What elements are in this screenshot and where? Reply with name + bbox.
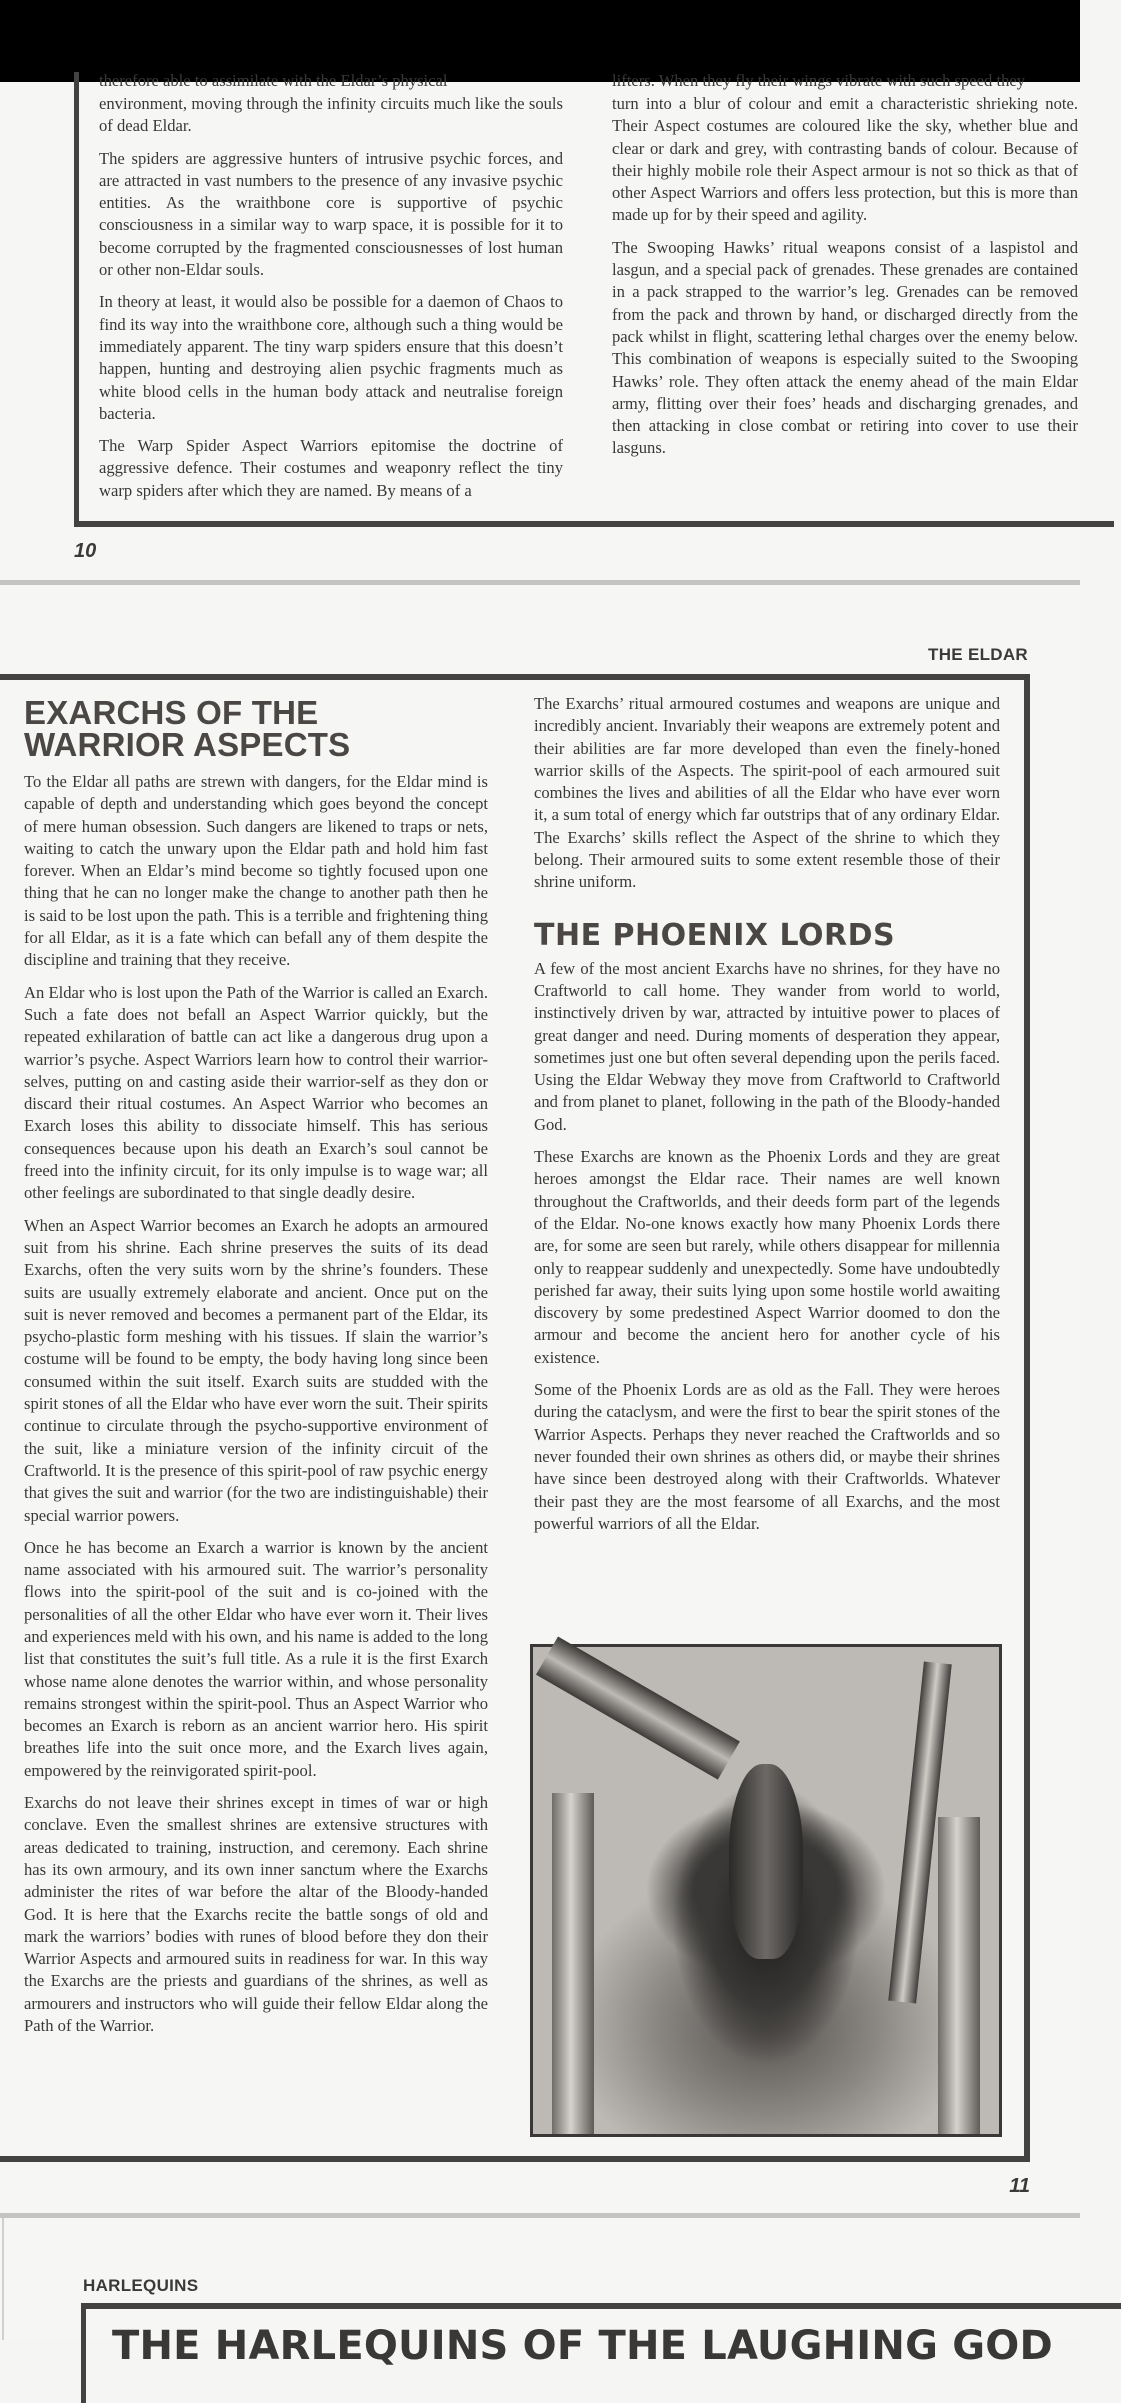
page-11 xyxy=(0,585,1080,2213)
paragraph: When an Aspect Warrior becomes an Exarch he adopts an armoured suit from his shrine. Each shrine preserves the suits of its dead Exarchs, often the very suits worn by the shrine’s founders. These suits are usually extremely elaborate and ancient. Once put on the suit is never removed and becomes a permanent part of the Eldar, its psycho-plastic form meshing with his tissues. If slain the warrior’s costume will be found to be empty, the body having long since been consumed within the suit itself. Exarch suits are studded with the spirit stones of all the Eldar who have ever worn the suit. Their spirits continue to circulate through the psycho-supportive environment of the suit, like a miniature version of the infinity circuit of the Craftworld. It is the presence of this spirit-pool of raw psychic energy that gives the suit and warrior (for the two are indistinguishable) their special warrior powers. xyxy=(24,1215,488,1525)
section-heading: THE HARLEQUINS OF THE LAUGHING GOD xyxy=(112,2323,1053,2369)
running-head: HARLEQUINS xyxy=(83,2276,199,2295)
page-10-left-column xyxy=(99,71,563,502)
paragraph: Some of the Phoenix Lords are as old as the Fall. They were heroes during the cataclysm, and were the first to bear the spirit stones of the Warrior Aspects. Perhaps they never reached the Craftworlds and so never founded their own shrines as others did, or maybe their shrines have since been destroyed along with their Craftworlds. Whatever their past they are the most fearsome of all Exarchs, and the most powerful warriors of all the Eldar. xyxy=(534,1380,1000,1533)
paragraph: The Swooping Hawks’ ritual weapons consist of a laspistol and lasgun, and a special pack of grenades. These grenades are contained in a pack strapped to the warrior’s leg. Grenades can be removed from the pack and thrown by hand, or discharged directly from the pack whilst in flight, scattering lethal charges over the enemy below. This combination of weapons is especially suited to the Swooping Hawks’ role. They often attack the enemy ahead of the main Eldar army, flitting over their foes’ heads and discharging grenades, and then attacking in close combat or retiring into cover to use their lasguns. xyxy=(612,237,1078,458)
page-number: 10 xyxy=(74,540,97,562)
paragraph: An Eldar who is lost upon the Path of the Warrior is called an Exarch. Such a fate does not befall an Aspect Warrior quickly, but the repeated exhilaration of battle can act like a dangerous drug upon a warrior’s psyche. Aspect Warriors learn how to control their warrior-selves, putting on and casting aside their warrior-self as they don or discard their ritual costumes. An Aspect Warrior who becomes an Exarch loses this ability to dissociate himself. This has serious consequences because upon his death an Exarch’s soul cannot be freed into the infinity circuit, for its only impulse is to wage war; all other feelings are subordinated to that single deadly desire. xyxy=(24,982,488,1203)
illustration-pillar xyxy=(938,1817,980,2134)
paragraph: environment, moving through the infinity circuits much like the souls of dead Eldar. xyxy=(99,94,563,136)
page-12 xyxy=(0,2218,1080,2369)
section-heading: THE PHOENIX LORDS xyxy=(534,917,896,953)
paragraph: In theory at least, it would also be possible for a daemon of Chaos to find its way into the wraithbone core, although such a thing would be immediately apparent. The tiny warp spiders ensure that this doesn’t happen, hunting and destroying alien psychic fragments much as white blood cells in the human body attack and neutralise foreign bacteria. xyxy=(99,292,563,423)
heading-line: EXARCHS OF THE xyxy=(24,694,319,731)
illustration-beam xyxy=(536,1636,740,1779)
illustration-helmet xyxy=(729,1764,804,1959)
page-10-right-column xyxy=(612,71,1078,460)
paragraph: To the Eldar all paths are strewn with dangers, for the Eldar mind is capable of depth and understanding which goes beyond the concept of mere human obsession. Such dangers are likened to traps or nets, waiting to catch the unwary upon the Eldar path and hold him fast forever. When an Eldar’s mind become so tightly focused upon one thing that he can no longer make the change to another path then he is said to be lost upon the path. This is a terrible and frightening thing for all Eldar, as it is a fate which can befall any of them despite the discipline and training that they receive. xyxy=(24,772,488,970)
paragraph: The Exarchs’ ritual armoured costumes and weapons are unique and incredibly ancient. Invariably their weapons are extremely potent and their abilities are far more developed than even the finely-honed warrior skills of the Aspects. The spirit-pool of each armoured suit combines the lives and abilities of all the Eldar who have ever worn it, a sum total of energy which far outstrips that of any ordinary Eldar. The Exarchs’ skills reflect the Aspect of the shrine to which they belong. Their armoured suits to some extent resemble those of their shrine uniform. xyxy=(534,694,1000,892)
paragraph: The Warp Spider Aspect Warriors epitomise the doctrine of aggressive defence. Their costumes and weaponry reflect the tiny warp spiders after which they are named. By means of a xyxy=(99,436,563,500)
heading-line: WARRIOR ASPECTS xyxy=(24,726,351,763)
paragraph: The spiders are aggressive hunters of intrusive psychic forces, and are attracted in vast numbers to the presence of any invasive psychic entities. As the wraithbone core is supportive of psychic consciousness in a similar way to warp space, it is possible for it to become corrupted by the fragmented consciousnesses of lost human or other non-Eldar souls. xyxy=(99,148,563,280)
illustration-pillar xyxy=(552,1793,594,2134)
phoenix-lord-illustration xyxy=(530,1644,1002,2137)
paragraph: Once he has become an Exarch a warrior is known by the ancient name associated with his armoured suit. The warrior’s personality flows into the spirit-pool of the suit and is co-joined with the personalities of all the other Eldar who have ever worn it. Their lives and experiences meld with his own, and his name is added to the long list that constitutes the suit’s full title. As a rule it is the first Exarch whose name alone denotes the warrior within, and whose personality remains strongest within the spirit-pool. Thus an Aspect Warrior who becomes an Exarch is reborn as an ancient warrior hero. His spirit breathes life into the suit once more, and the Exarch lives again, empowered by the reinvigorated spirit-pool. xyxy=(24,1537,488,1780)
page-11-right-column xyxy=(534,693,1000,1535)
cut-text-line: therefore able to assimilate with the Eldar’s physical xyxy=(99,71,448,90)
cut-text-line: lifters. When they fly their wings vibrate with such speed they xyxy=(612,71,1026,90)
paragraph: These Exarchs are known as the Phoenix Lords and they are great heroes amongst the Eldar race. Their names are well known throughout the Craftworlds, and their deeds form part of the legends of the Eldar. No-one knows exactly how many Phoenix Lords there are, for some are seen but rarely, while others disappear for millennia only to reappear suddenly and unexpectedly. Some have undoubtedly perished far away, their suits lying upon some hostile world awaiting discovery by some predestined Aspect Warrior doomed to don the armour and become the ancient hero for another cycle of his existence. xyxy=(534,1147,1000,1367)
running-head: THE ELDAR xyxy=(928,645,1028,664)
section-heading xyxy=(24,694,488,763)
page-11-left-column xyxy=(24,694,488,2037)
paragraph: A few of the most ancient Exarchs have no shrines, for they have no Craftworld to call home. They wander from world to world, instinctively driven by war, attracted by intuitive power to places of great danger and need. During moments of desperation they appear, sometimes just one but often several depending upon the perils faced. Using the Eldar Webway they move from Craftworld to Craftworld and from planet to planet, following in the path of the Bloody-handed God. xyxy=(534,958,1000,1134)
page-10 xyxy=(0,71,1080,580)
paragraph: Exarchs do not leave their shrines except in times of war or high conclave. Even the smallest shrines are extensive structures with areas dedicated to training, instruction, and ceremony. Each shrine has its own armoury, and its own inner sanctum where the Exarchs administer the rites of war before the altar of the Bloody-handed God. It is here that the Exarchs recite the battle songs of old and mark the warriors’ bodies with runes of blood before they don their Warrior Aspects and armoured suits in readiness for war. In this way the Exarchs are the priests and guardians of the shrines, as well as armourers and instructors who will guide their fellow Eldar along the Path of the Warrior. xyxy=(24,1793,488,2036)
page-number: 11 xyxy=(1009,2175,1030,2197)
page-left-edge xyxy=(2,2218,4,2340)
paragraph: turn into a blur of colour and emit a characteristic shrieking note. Their Aspect costumes are coloured like the sky, whether blue and clear or dark and grey, with contrasting bands of colour. Because of their highly mobile role their Aspect armour is not so thick as that of other Aspect Warriors and offers less protection, but this is more than made up for by their speed and agility. xyxy=(612,94,1078,225)
